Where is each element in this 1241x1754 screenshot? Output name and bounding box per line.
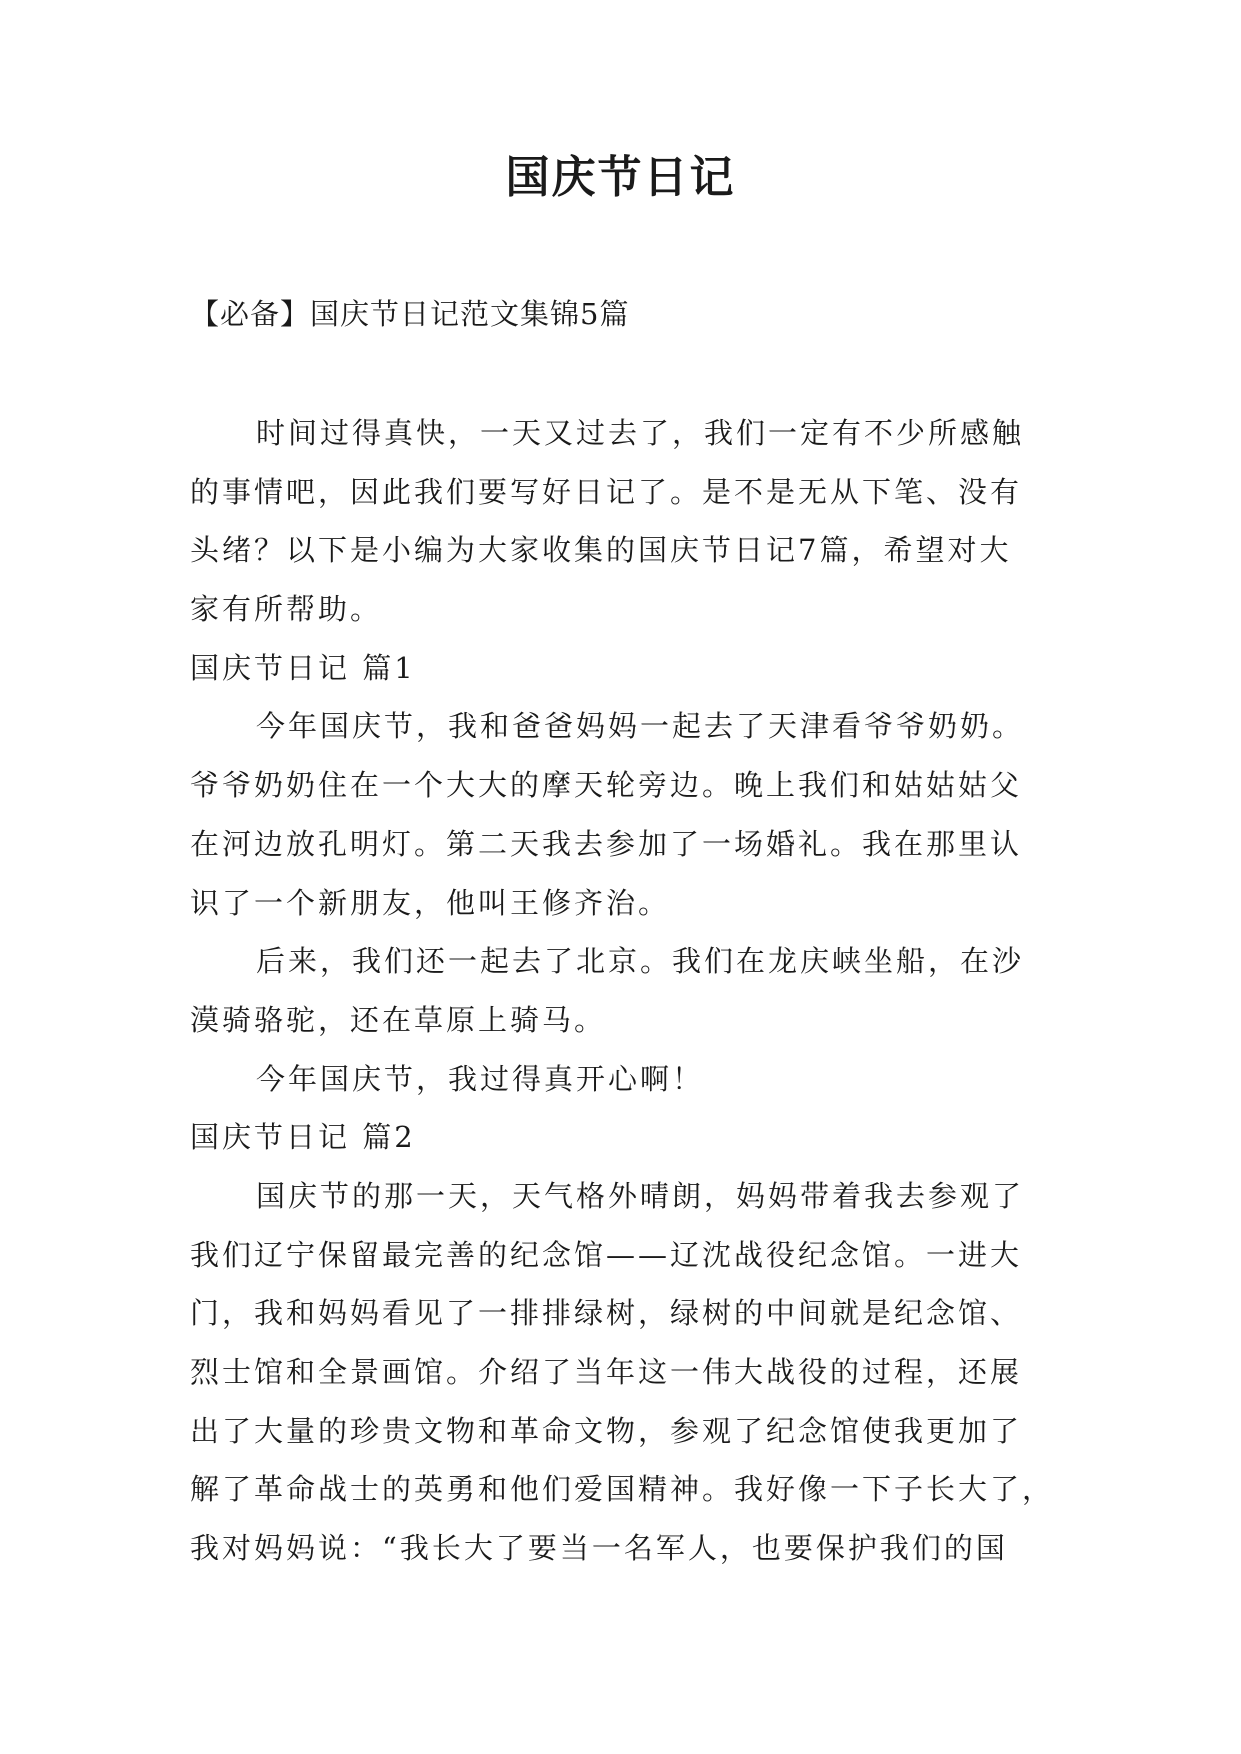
section-heading: 国庆节日记 篇2 xyxy=(190,1120,416,1155)
paragraph-line: 爷爷奶奶住在一个大大的摩天轮旁边。晚上我们和姑姑姑父 xyxy=(190,768,1023,803)
paragraph-line: 我们辽宁保留最完善的纪念馆——辽沈战役纪念馆。一进大 xyxy=(190,1237,1023,1272)
paragraph-line: 的事情吧，因此我们要写好日记了。是不是无从下笔、没有 xyxy=(190,474,1023,509)
paragraph-line: 解了革命战士的英勇和他们爱国精神。我好像一下子长大了， xyxy=(190,1472,1055,1507)
paragraph-line: 出了大量的珍贵文物和革命文物，参观了纪念馆使我更加了 xyxy=(190,1413,1023,1448)
paragraph-line: 漠骑骆驼，还在草原上骑马。 xyxy=(190,1002,607,1037)
paragraph-line: 家有所帮助。 xyxy=(190,592,383,627)
document-title: 国庆节日记 xyxy=(505,152,736,203)
paragraph-line: 时间过得真快，一天又过去了，我们一定有不少所感触 xyxy=(256,416,1025,450)
paragraph-line: 头绪？以下是小编为大家收集的国庆节日记7篇，希望对大 xyxy=(190,533,1012,568)
paragraph-line: 国庆节的那一天，天气格外晴朗，妈妈带着我去参观了 xyxy=(256,1178,1025,1213)
paragraph-line: 烈士馆和全景画馆。介绍了当年这一伟大战役的过程，还展 xyxy=(190,1355,1023,1389)
section-heading: 国庆节日记 篇1 xyxy=(190,650,416,685)
paragraph-line: 今年国庆节，我和爸爸妈妈一起去了天津看爷爷奶奶。 xyxy=(256,709,1025,744)
document-body xyxy=(190,404,1070,1578)
paragraph-line: 识了一个新朋友，他叫王修齐治。 xyxy=(190,885,671,920)
paragraph-line: 我对妈妈说：“我长大了要当一名军人，也要保护我们的国 xyxy=(190,1531,1008,1566)
paragraph-line: 今年国庆节，我过得真开心啊！ xyxy=(256,1061,705,1096)
paragraph-line: 后来，我们还一起去了北京。我们在龙庆峡坐船，在沙 xyxy=(256,944,1025,979)
paragraph-line: 门，我和妈妈看见了一排排绿树，绿树的中间就是纪念馆、 xyxy=(190,1296,1023,1331)
paragraph-line: 在河边放孔明灯。第二天我去参加了一场婚礼。我在那里认 xyxy=(190,826,1023,861)
document-subtitle: 【必备】国庆节日记范文集锦5篇 xyxy=(190,297,630,331)
